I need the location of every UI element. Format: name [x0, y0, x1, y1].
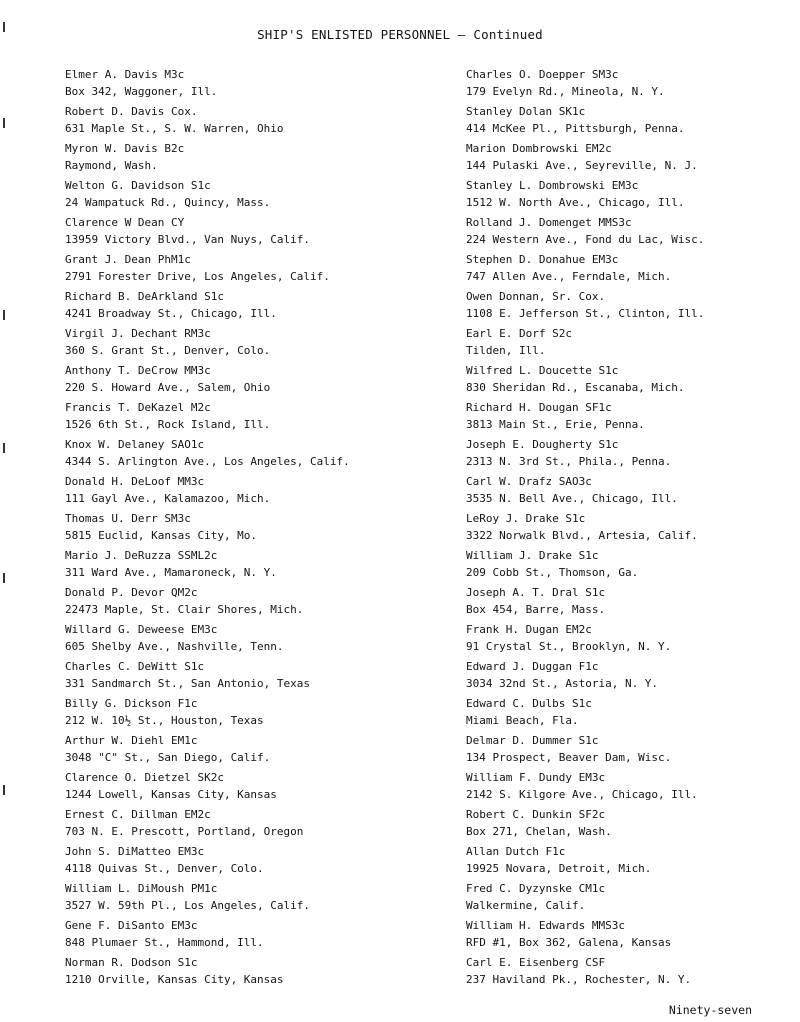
person-name-rating: Wilfred L. Doucette S1c [466, 364, 619, 377]
person-name-rating: Myron W. Davis B2c [65, 142, 185, 155]
person-name-rating: William J. Drake S1c [466, 549, 599, 562]
person-address: 703 N. E. Prescott, Portland, Oregon [65, 825, 304, 838]
personnel-entry [65, 399, 460, 436]
personnel-entry [65, 325, 460, 362]
person-address: 5815 Euclid, Kansas City, Mo. [65, 529, 258, 542]
person-name-rating: Joseph E. Dougherty S1c [466, 438, 619, 451]
person-name-rating: Delmar D. Dummer S1c [466, 734, 599, 747]
person-address: Tilden, Ill. [466, 344, 546, 357]
person-address: 1108 E. Jefferson St., Clinton, Ill. [466, 307, 705, 320]
person-name-rating: Knox W. Delaney SAO1c [65, 438, 205, 451]
personnel-entry [65, 103, 460, 140]
person-address: 209 Cobb St., Thomson, Ga. [466, 566, 639, 579]
personnel-entry [65, 695, 460, 732]
person-address: 747 Allen Ave., Ferndale, Mich. [466, 270, 672, 283]
personnel-entry [466, 769, 796, 806]
personnel-entry [65, 362, 460, 399]
person-name-rating: Joseph A. T. Dral S1c [466, 586, 606, 599]
person-address: 360 S. Grant St., Denver, Colo. [65, 344, 271, 357]
person-name-rating: Thomas U. Derr SM3c [65, 512, 191, 525]
personnel-entry [65, 436, 460, 473]
personnel-entry [466, 399, 796, 436]
person-name-rating: Richard H. Dougan SF1c [466, 401, 612, 414]
personnel-entry [466, 362, 796, 399]
personnel-entry [65, 214, 460, 251]
person-address: 2142 S. Kilgore Ave., Chicago, Ill. [466, 788, 698, 801]
person-name-rating: Carl W. Drafz SAO3c [466, 475, 592, 488]
personnel-entry [466, 954, 796, 991]
personnel-entry [65, 251, 460, 288]
person-address: 237 Haviland Pk., Rochester, N. Y. [466, 973, 692, 986]
binding-hole-mark [3, 443, 5, 453]
person-address: 134 Prospect, Beaver Dam, Wisc. [466, 751, 672, 764]
person-address: 3527 W. 59th Pl., Los Angeles, Calif. [65, 899, 311, 912]
personnel-entry [65, 917, 460, 954]
person-address: 144 Pulaski Ave., Seyreville, N. J. [466, 159, 698, 172]
person-address: Box 342, Waggoner, Ill. [65, 85, 218, 98]
personnel-entry [65, 880, 460, 917]
person-name-rating: Allan Dutch F1c [466, 845, 566, 858]
person-name-rating: Robert D. Davis Cox. [65, 105, 198, 118]
person-name-rating: Charles C. DeWitt S1c [65, 660, 205, 673]
person-address: Walkermine, Calif. [466, 899, 586, 912]
person-name-rating: Billy G. Dickson F1c [65, 697, 198, 710]
person-name-rating: LeRoy J. Drake S1c [466, 512, 586, 525]
person-address: 1244 Lowell, Kansas City, Kansas [65, 788, 277, 801]
personnel-entry [466, 436, 796, 473]
person-name-rating: Virgil J. Dechant RM3c [65, 327, 211, 340]
person-name-rating: Welton G. Davidson S1c [65, 179, 211, 192]
personnel-entry [65, 658, 460, 695]
personnel-entry [466, 66, 796, 103]
person-name-rating: Mario J. DeRuzza SSML2c [65, 549, 218, 562]
person-address: RFD #1, Box 362, Galena, Kansas [466, 936, 672, 949]
personnel-entry [65, 584, 460, 621]
person-name-rating: Norman R. Dodson S1c [65, 956, 198, 969]
person-address: 24 Wampatuck Rd., Quincy, Mass. [65, 196, 271, 209]
personnel-column-right [466, 66, 796, 991]
personnel-entry [466, 843, 796, 880]
binding-hole-mark [3, 573, 5, 583]
personnel-entry [466, 473, 796, 510]
personnel-entry [65, 769, 460, 806]
person-address: 22473 Maple, St. Clair Shores, Mich. [65, 603, 304, 616]
person-address: 91 Crystal St., Brooklyn, N. Y. [466, 640, 672, 653]
person-address: 4344 S. Arlington Ave., Los Angeles, Calif. [65, 455, 350, 468]
personnel-entry [65, 806, 460, 843]
person-name-rating: Robert C. Dunkin SF2c [466, 808, 606, 821]
person-name-rating: Stephen D. Donahue EM3c [466, 253, 619, 266]
person-address: 848 Plumaer St., Hammond, Ill. [65, 936, 264, 949]
personnel-entry [466, 251, 796, 288]
person-address: 3048 "C" St., San Diego, Calif. [65, 751, 271, 764]
person-name-rating: Edward J. Duggan F1c [466, 660, 599, 673]
person-address: 179 Evelyn Rd., Mineola, N. Y. [466, 85, 665, 98]
personnel-entry [65, 621, 460, 658]
personnel-entry [466, 621, 796, 658]
personnel-entry [466, 140, 796, 177]
person-name-rating: Francis T. DeKazel M2c [65, 401, 211, 414]
personnel-entry [466, 547, 796, 584]
person-name-rating: Frank H. Dugan EM2c [466, 623, 592, 636]
person-name-rating: Fred C. Dyzynske CM1c [466, 882, 606, 895]
person-name-rating: Clarence O. Dietzel SK2c [65, 771, 224, 784]
person-address: 414 McKee Pl., Pittsburgh, Penna. [466, 122, 685, 135]
person-name-rating: Donald P. Devor QM2c [65, 586, 198, 599]
personnel-entry [466, 695, 796, 732]
person-address: 224 Western Ave., Fond du Lac, Wisc. [466, 233, 705, 246]
person-name-rating: William L. DiMoush PM1c [65, 882, 218, 895]
person-address: 19925 Novara, Detroit, Mich. [466, 862, 652, 875]
person-name-rating: Willard G. Deweese EM3c [65, 623, 218, 636]
person-address: 220 S. Howard Ave., Salem, Ohio [65, 381, 271, 394]
personnel-entry [65, 177, 460, 214]
personnel-entry [466, 103, 796, 140]
personnel-entry [466, 806, 796, 843]
person-address: 2313 N. 3rd St., Phila., Penna. [466, 455, 672, 468]
personnel-entry [466, 288, 796, 325]
personnel-column-left [65, 66, 460, 991]
person-name-rating: Ernest C. Dillman EM2c [65, 808, 211, 821]
person-name-rating: Stanley Dolan SK1c [466, 105, 586, 118]
personnel-entry [65, 510, 460, 547]
person-address: 830 Sheridan Rd., Escanaba, Mich. [466, 381, 685, 394]
person-address: 605 Shelby Ave., Nashville, Tenn. [65, 640, 284, 653]
person-name-rating: Edward C. Dulbs S1c [466, 697, 592, 710]
person-name-rating: William H. Edwards MMS3c [466, 919, 625, 932]
person-name-rating: Rolland J. Domenget MMS3c [466, 216, 632, 229]
personnel-entry [65, 66, 460, 103]
person-address: 1526 6th St., Rock Island, Ill. [65, 418, 271, 431]
person-address: 212 W. 10½ St., Houston, Texas [65, 714, 264, 727]
person-name-rating: Marion Dombrowski EM2c [466, 142, 612, 155]
binding-hole-mark [3, 785, 5, 795]
person-address: 111 Gayl Ave., Kalamazoo, Mich. [65, 492, 271, 505]
person-name-rating: Arthur W. Diehl EM1c [65, 734, 198, 747]
person-address: Box 454, Barre, Mass. [466, 603, 606, 616]
person-address: 1210 Orville, Kansas City, Kansas [65, 973, 284, 986]
person-name-rating: John S. DiMatteo EM3c [65, 845, 205, 858]
person-address: 1512 W. North Ave., Chicago, Ill. [466, 196, 685, 209]
person-name-rating: William F. Dundy EM3c [466, 771, 606, 784]
personnel-entry [466, 325, 796, 362]
person-address: 4241 Broadway St., Chicago, Ill. [65, 307, 277, 320]
personnel-entry [466, 510, 796, 547]
binding-hole-mark [3, 118, 5, 128]
person-name-rating: Donald H. DeLoof MM3c [65, 475, 205, 488]
personnel-entry [466, 880, 796, 917]
person-name-rating: Charles O. Doepper SM3c [466, 68, 619, 81]
personnel-entry [466, 732, 796, 769]
person-name-rating: Richard B. DeArkland S1c [65, 290, 224, 303]
person-name-rating: Earl E. Dorf S2c [466, 327, 572, 340]
person-address: 4118 Quivas St., Denver, Colo. [65, 862, 264, 875]
person-name-rating: Carl E. Eisenberg CSF [466, 956, 606, 969]
personnel-entry [466, 177, 796, 214]
personnel-entry [466, 584, 796, 621]
person-name-rating: Elmer A. Davis M3c [65, 68, 185, 81]
person-address: Box 271, Chelan, Wash. [466, 825, 612, 838]
person-address: 3535 N. Bell Ave., Chicago, Ill. [466, 492, 678, 505]
person-name-rating: Grant J. Dean PhM1c [65, 253, 191, 266]
person-address: 13959 Victory Blvd., Van Nuys, Calif. [65, 233, 311, 246]
person-address: 3813 Main St., Erie, Penna. [466, 418, 645, 431]
person-address: 3034 32nd St., Astoria, N. Y. [466, 677, 659, 690]
personnel-entry [466, 917, 796, 954]
person-name-rating: Owen Donnan, Sr. Cox. [466, 290, 606, 303]
page-title: SHIP'S ENLISTED PERSONNEL — Continued [257, 27, 543, 42]
personnel-entry [65, 140, 460, 177]
person-name-rating: Anthony T. DeCrow MM3c [65, 364, 211, 377]
personnel-entry [65, 954, 460, 991]
personnel-entry [466, 658, 796, 695]
person-address: Raymond, Wash. [65, 159, 158, 172]
person-name-rating: Stanley L. Dombrowski EM3c [466, 179, 639, 192]
binding-hole-mark [3, 310, 5, 320]
person-name-rating: Gene F. DiSanto EM3c [65, 919, 198, 932]
personnel-entry [65, 843, 460, 880]
person-address: 331 Sandmarch St., San Antonio, Texas [65, 677, 311, 690]
person-address: 2791 Forester Drive, Los Angeles, Calif. [65, 270, 330, 283]
personnel-entry [466, 214, 796, 251]
person-address: Miami Beach, Fla. [466, 714, 579, 727]
personnel-entry [65, 288, 460, 325]
personnel-entry [65, 732, 460, 769]
person-address: 631 Maple St., S. W. Warren, Ohio [65, 122, 284, 135]
person-address: 311 Ward Ave., Mamaroneck, N. Y. [65, 566, 277, 579]
person-address: 3322 Norwalk Blvd., Artesia, Calif. [466, 529, 698, 542]
personnel-entry [65, 547, 460, 584]
personnel-entry [65, 473, 460, 510]
person-name-rating: Clarence W Dean CY [65, 216, 185, 229]
page-number: Ninety-seven [668, 1003, 752, 1017]
